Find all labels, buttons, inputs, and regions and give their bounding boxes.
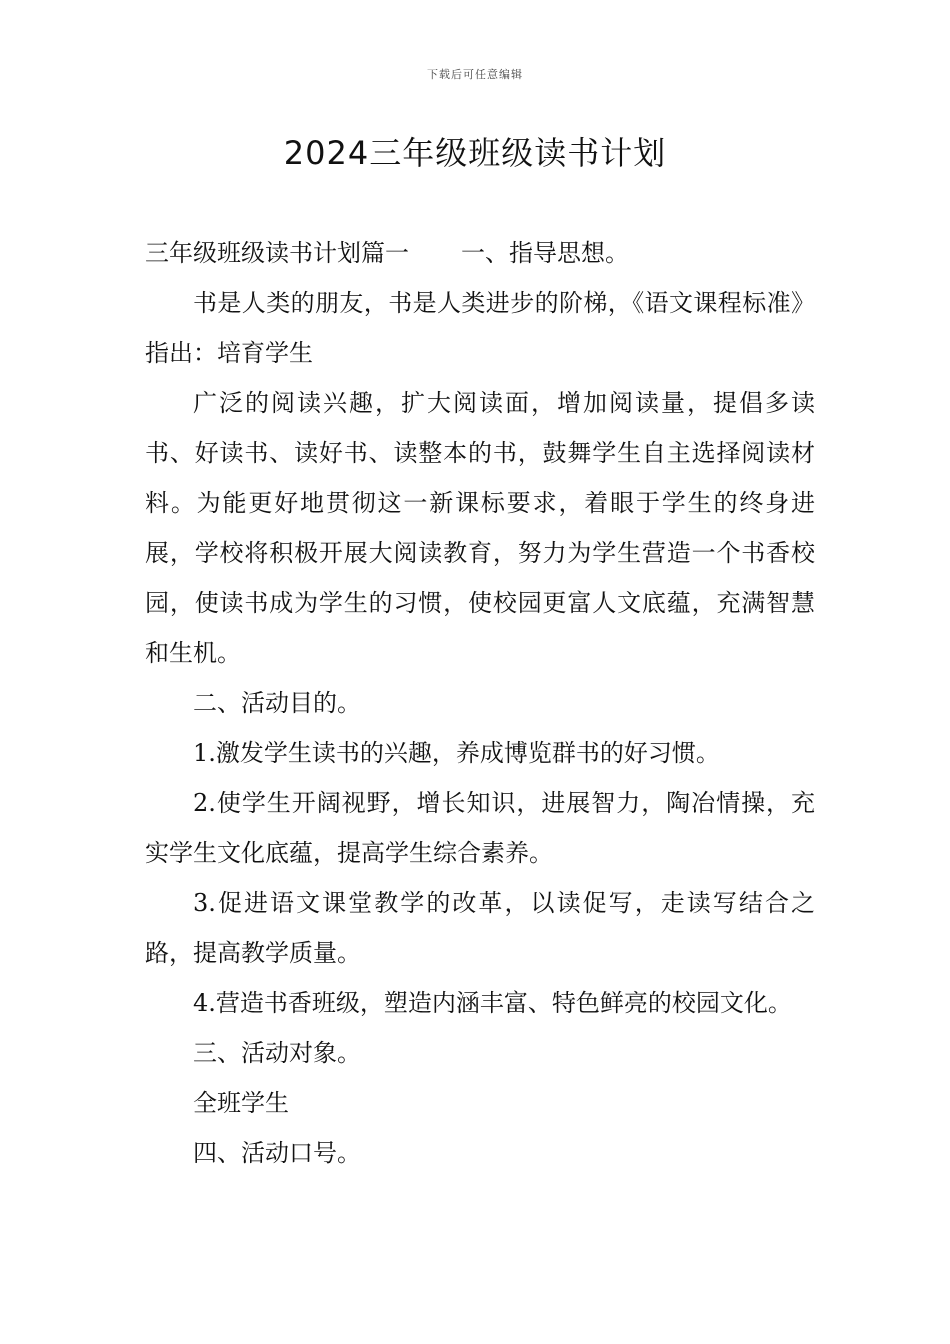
plan-section-label: 三年级班级读书计划篇一	[145, 239, 409, 267]
section-heading: 三、活动对象。	[193, 1039, 361, 1067]
paragraph: 广泛的阅读兴趣，扩大阅读面，增加阅读量，提倡多读书、好读书、读好书、读整本的书，鼓舞学生自主选择阅读材料。为能更好地贯彻这一新课标要求，着眼于学生的终身进展，学校将积极开展大阅读教育，努力为学生营造一个书香校园，使读书成为学生的习惯，使校园更富人文底蕴，充满智慧和生机。	[145, 389, 815, 667]
paragraph: 书是人类的朋友，书是人类进步的阶梯，《语文课程标准》指出：培育学生	[145, 289, 815, 367]
paragraph: 全班学生	[193, 1089, 289, 1117]
header-note: 下载后可任意编辑	[427, 68, 523, 81]
list-item: 3.促进语文课堂教学的改革，以读促写，走读写结合之路，提高教学质量。	[145, 889, 815, 967]
document-body	[145, 228, 815, 1178]
section-heading: 四、活动口号。	[193, 1139, 361, 1167]
section-heading: 二、活动目的。	[193, 689, 361, 717]
section-heading-guiding-thought: 一、指导思想。	[461, 239, 629, 267]
list-item: 2.使学生开阔视野，增长知识，进展智力，陶冶情操，充实学生文化底蕴，提高学生综合素养。	[145, 789, 815, 867]
list-item: 4.营造书香班级，塑造内涵丰富、特色鲜亮的校园文化。	[193, 989, 792, 1017]
document-title: 2024三年级班级读书计划	[283, 134, 667, 172]
list-item: 1.激发学生读书的兴趣，养成博览群书的好习惯。	[193, 739, 720, 767]
first-line	[145, 228, 815, 278]
